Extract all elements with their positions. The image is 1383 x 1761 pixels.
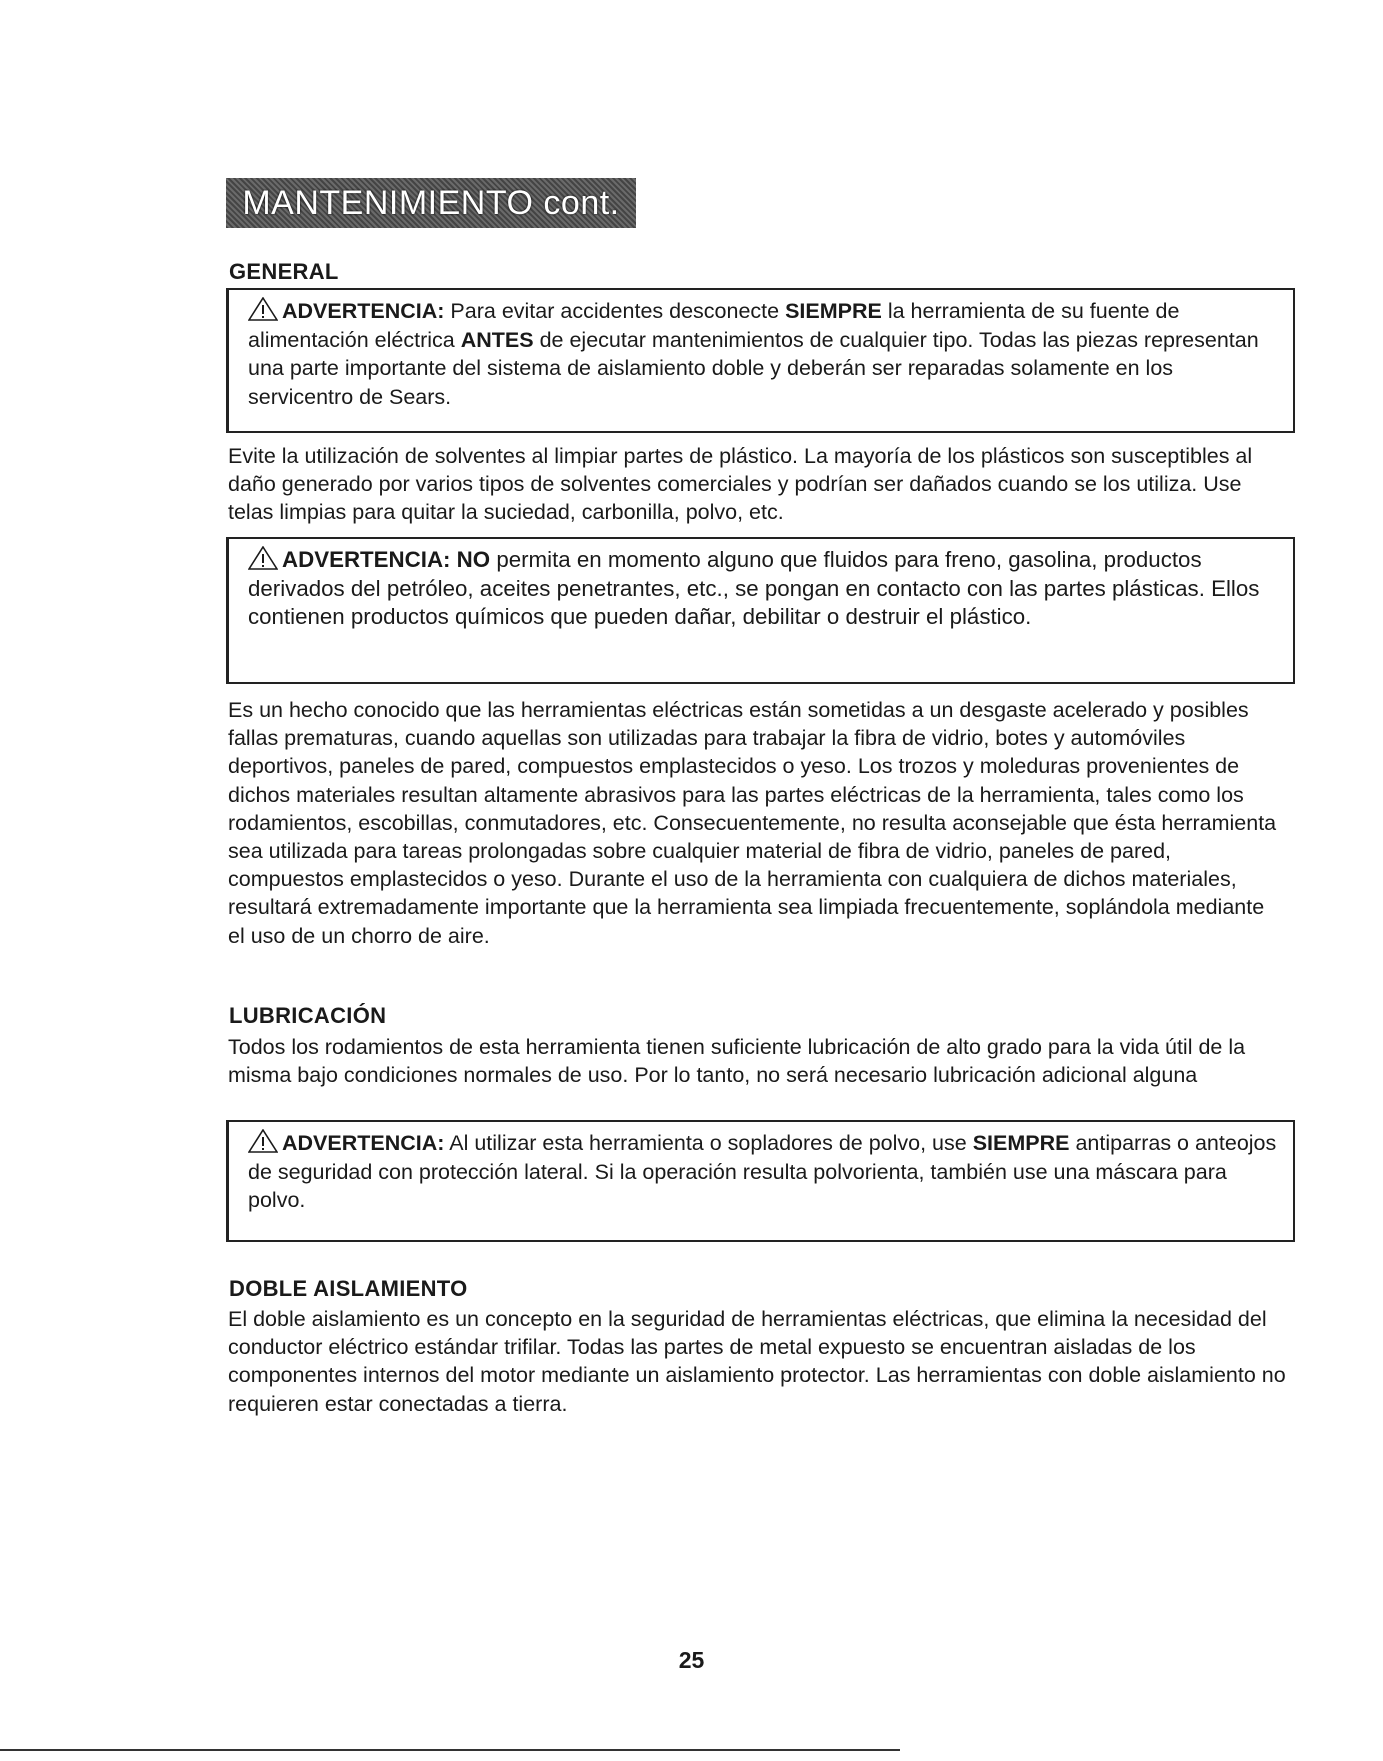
warning-triangle-icon	[248, 297, 278, 321]
warning-triangle-icon	[248, 546, 278, 570]
warning-box-general	[226, 288, 1295, 433]
warning-text: Al utilizar esta herramienta o sopladores de polvo, use	[444, 1131, 973, 1155]
warning-text: permita en momento alguno que fluidos para freno, gasolina, productos derivados del petróleo, aceites penetrantes, etc., se pongan en contacto con las partes plásticas. Ellos contienen productos químicos que pueden dañar, debilitar o destruir el plástico.	[248, 547, 1260, 629]
warning-keyword: SIEMPRE	[972, 1131, 1070, 1155]
lubricacion-paragraph: Todos los rodamientos de esta herramienta tienen suficiente lubricación de alto grado para la vida útil de la misma bajo condiciones normales de uso. Por lo tanto, no será necesario lubricación adicional alguna	[228, 1035, 1246, 1088]
warning-keyword: SIEMPRE	[785, 299, 882, 323]
doble-aislamiento-paragraph: El doble aislamiento es un concepto en la seguridad de herramientas eléctricas, que elimina la necesidad del conductor eléctrico estándar trifilar. Todas las partes de metal expuesto se encuentran aisladas de los componentes internos del motor mediante un aislamiento protector. Las herramientas con doble aislamiento no requieren estar conectadas a tierra.	[228, 1307, 1286, 1416]
warning-keyword: NO	[456, 547, 491, 572]
section-banner-title: MANTENIMIENTO cont.	[242, 183, 620, 222]
page-number: 25	[678, 1647, 705, 1673]
warning-label: ADVERTENCIA:	[282, 299, 445, 323]
section-banner	[226, 178, 636, 228]
warning-box-fluids	[226, 537, 1295, 684]
warning-text: de ejecutar mantenimientos de cualquier tipo. Todas las piezas representan una parte importante del sistema de aislamiento doble y deberán ser reparadas solamente en los servicentro de Sears.	[248, 327, 1259, 409]
plastics-cleaning-paragraph: Evite la utilización de solventes al limpiar partes de plástico. La mayoría de los plásticos son susceptibles al daño generado por varios tipos de solventes comerciales y podrían ser dañados cuando se los utiliza. Use telas limpias para quitar la suciedad, carbonilla, polvo, etc.	[228, 444, 1253, 525]
lubricacion-heading: LUBRICACIÓN	[229, 1003, 387, 1028]
warning-text: antiparras o anteojos de seguridad con protección lateral. Si la operación resulta polvorienta, también use una máscara para polvo.	[248, 1131, 1277, 1212]
warning-label: ADVERTENCIA:	[282, 1131, 445, 1155]
warning-text: la herramienta de su fuente de alimentación eléctrica	[248, 299, 1180, 352]
doble-aislamiento-heading: DOBLE AISLAMIENTO	[229, 1276, 468, 1301]
warning-label: ADVERTENCIA:	[282, 547, 451, 572]
warning-keyword: ANTES	[460, 327, 534, 352]
warning-box-dust	[226, 1120, 1295, 1242]
warning-triangle-icon	[248, 1129, 278, 1153]
warning-text: Para evitar accidentes desconecte	[444, 299, 786, 323]
abrasive-materials-paragraph: Es un hecho conocido que las herramientas eléctricas están sometidas a un desgaste acelerado y posibles fallas prematuras, cuando aquellas son utilizadas para trabajar la fibra de vidrio, botes y automóviles deportivos, paneles de pared, compuestos emplastecidos o yeso. Los trozos y moleduras provenientes de dichos materiales resultan altamente abrasivos para las partes eléctricas de la herramienta, tales como los rodamientos, escobillas, conmutadores, etc. Consecuentemente, no resulta aconsejable que ésta herramienta sea utilizada para tareas prolongadas sobre cualquier material de fibra de vidrio, paneles de pared, compuestos emplastecidos o yeso. Durante el uso de la herramienta con cualquiera de dichos materiales, resultará extremadamente importante que la herramienta sea limpiada frecuentemente, soplándola mediante el uso de un chorro de aire.	[228, 698, 1277, 948]
general-heading: GENERAL	[229, 259, 339, 284]
bottom-divider	[0, 1749, 900, 1751]
